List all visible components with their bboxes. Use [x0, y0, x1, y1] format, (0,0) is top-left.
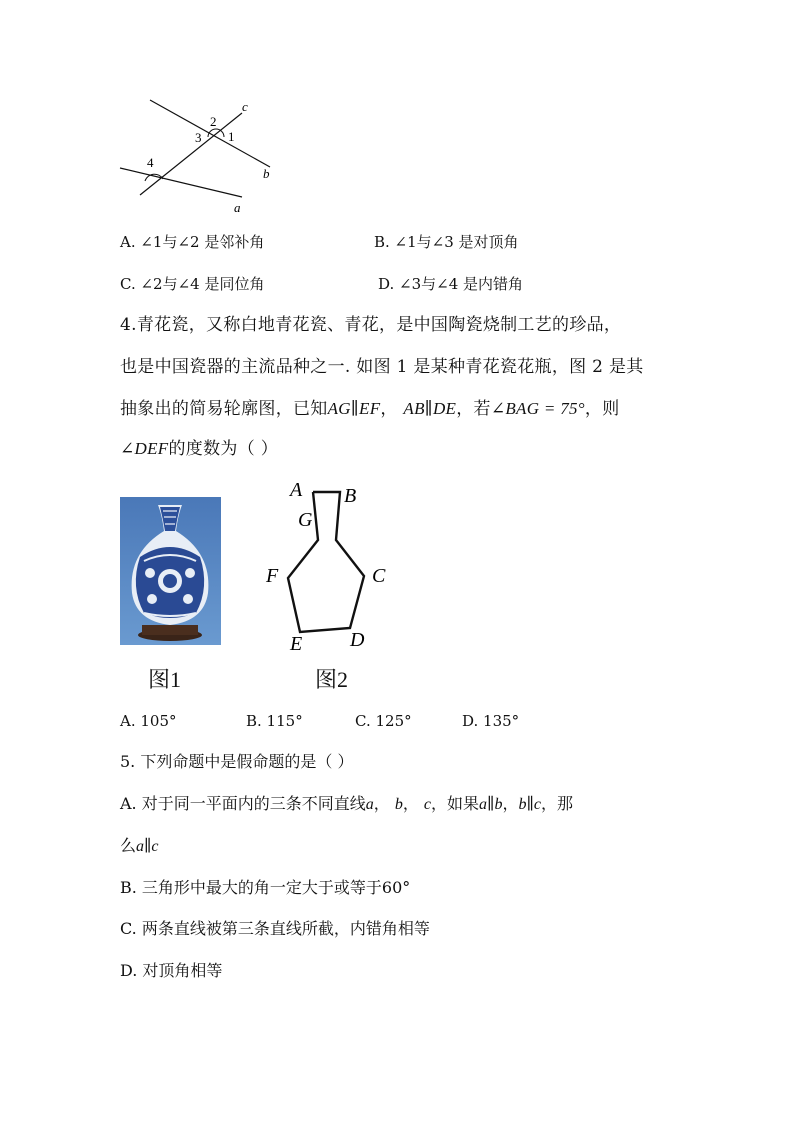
intersecting-lines-figure — [110, 95, 290, 220]
q3-option-c[interactable]: C. ∠2与∠4 是同位角 — [120, 275, 265, 293]
q3-option-b[interactable]: B. ∠1与∠3 是对顶角 — [374, 233, 519, 251]
vertex-d: D — [350, 629, 365, 651]
q5-option-a-line-2[interactable] — [120, 835, 159, 858]
label-a: a — [234, 200, 241, 215]
math-angle-bag: ∠BAG = 75° — [490, 399, 585, 418]
q4-option-d[interactable]: D. 135° — [462, 712, 520, 730]
q4-option-a[interactable]: A. 105° — [120, 712, 177, 730]
q4-stem-line-2: 也是中国瓷器的主流品种之一. 如图 1 是某种青花瓷花瓶，图 2 是其 — [120, 357, 644, 377]
angle-arc-2 — [208, 129, 224, 137]
q5-text: ， — [402, 794, 424, 813]
vertex-g: G — [298, 509, 313, 531]
q4-option-b[interactable]: B. 115° — [246, 712, 303, 730]
q3-option-a[interactable]: A. ∠1与∠2 是邻补角 — [120, 233, 265, 251]
vase-photo — [120, 497, 221, 645]
math-b-parallel-c: b∥c — [518, 796, 541, 813]
q5-text: 么 — [120, 836, 137, 855]
q4-option-c[interactable]: C. 125° — [355, 712, 412, 730]
vertex-c: C — [372, 565, 386, 587]
math-a-parallel-b: a∥b — [479, 796, 503, 813]
math-ag-parallel-ef: AG∥EF — [327, 399, 381, 418]
math-b: b — [394, 796, 403, 813]
label-b: b — [263, 166, 270, 181]
q4-stem-line-1: 4.青花瓷，又称白地青花瓷、青花，是中国陶瓷烧制工艺的珍品， — [120, 315, 622, 335]
label-1: 1 — [228, 129, 235, 144]
figure-1-caption: 图1 — [148, 667, 182, 692]
q5-text: ，如果 — [431, 794, 480, 813]
math-c: c — [423, 796, 432, 813]
vertex-b: B — [344, 485, 357, 507]
q4-text: ， — [380, 399, 404, 419]
vertex-f: F — [266, 565, 279, 587]
q4-stem-line-4 — [120, 438, 278, 460]
q5-text: ， — [502, 794, 519, 813]
q5-option-b[interactable]: B. 三角形中最大的角一定大于或等于60° — [120, 878, 411, 897]
line-c — [140, 113, 242, 195]
math-angle-def: ∠DEF — [120, 439, 169, 458]
label-3: 3 — [195, 130, 202, 145]
figure-2-caption: 图2 — [315, 667, 349, 692]
q4-text: 抽象出的简易轮廓图，已知 — [120, 399, 328, 419]
q5-option-c[interactable]: C. 两条直线被第三条直线所截，内错角相等 — [120, 919, 430, 938]
line-b — [150, 100, 270, 167]
math-ab-parallel-de: AB∥DE — [403, 399, 457, 418]
q3-option-d[interactable]: D. ∠3与∠4 是内错角 — [378, 275, 524, 293]
label-4: 4 — [147, 155, 154, 170]
q5-text: ， — [373, 794, 395, 813]
math-a-parallel-c: a∥c — [136, 838, 159, 855]
q4-text: ，若 — [456, 399, 491, 419]
q5-text: ，那 — [540, 794, 573, 813]
math-a: a — [365, 796, 374, 813]
q4-text: 的度数为（ ） — [168, 439, 279, 459]
q5-option-a-line-1[interactable] — [120, 793, 573, 816]
label-2: 2 — [210, 114, 217, 129]
q4-stem-line-3 — [120, 398, 620, 420]
q4-text: ，则 — [584, 399, 620, 419]
vertex-e: E — [290, 633, 303, 655]
vertex-a: A — [290, 479, 303, 501]
q5-stem: 5. 下列命题中是假命题的是（ ） — [120, 752, 354, 771]
line-a — [120, 168, 242, 197]
q5-text: A. 对于同一平面内的三条不同直线 — [120, 794, 366, 813]
q5-option-d[interactable]: D. 对顶角相等 — [120, 961, 223, 980]
label-c: c — [242, 99, 248, 114]
vase-outline-diagram — [258, 476, 398, 661]
